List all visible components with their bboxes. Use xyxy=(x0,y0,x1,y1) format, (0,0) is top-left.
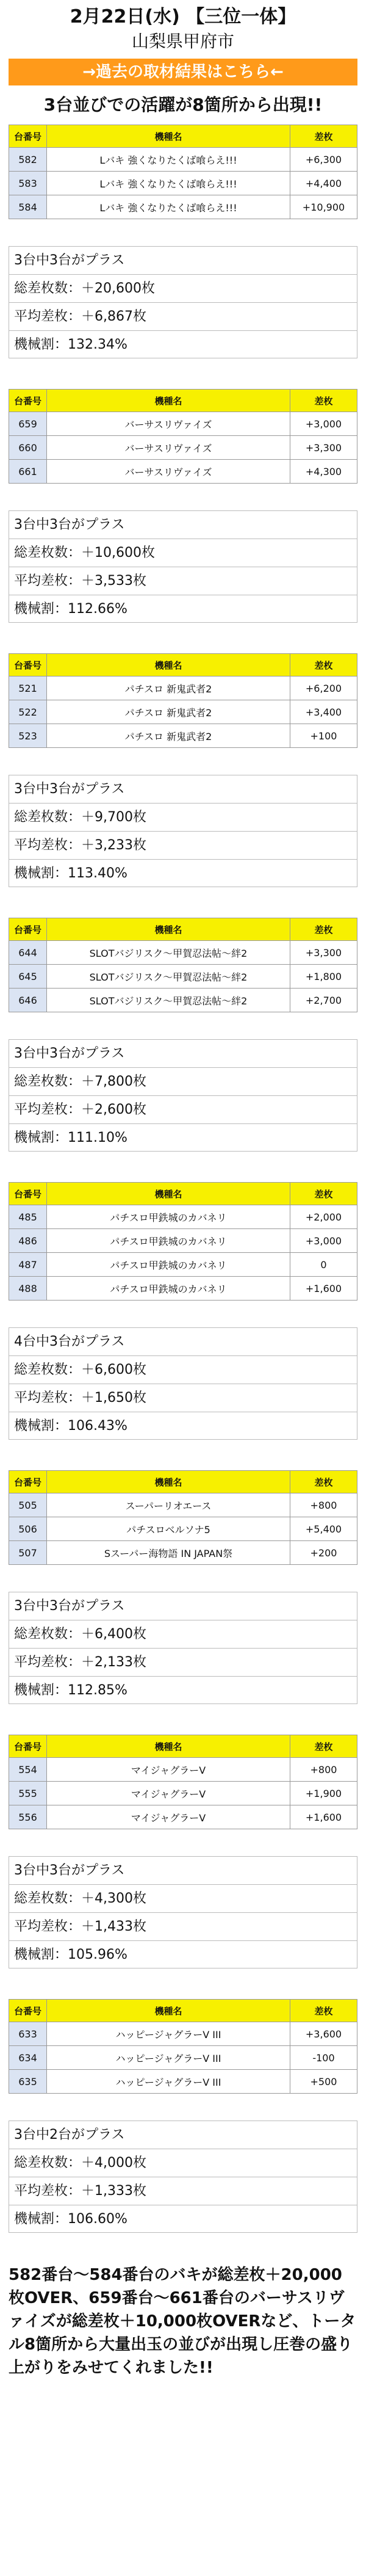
summary-box xyxy=(9,2121,357,2233)
machine-table xyxy=(9,1182,357,1301)
machine-number-cell: 659 xyxy=(9,412,47,436)
table-row xyxy=(9,172,357,195)
machine-name-cell: パチスロ甲鉄城のカバネリ xyxy=(47,1205,290,1229)
difference-cell: +200 xyxy=(290,1541,357,1565)
plus-count-row: 3台中3台がプラス xyxy=(9,510,357,539)
header-number: 台番号 xyxy=(9,918,47,941)
table-row xyxy=(9,2022,357,2046)
table-row xyxy=(9,941,357,965)
machine-number-cell: 634 xyxy=(9,2046,47,2070)
header-machine: 機種名 xyxy=(47,390,290,412)
difference-cell: +4,300 xyxy=(290,460,357,484)
table-row xyxy=(9,700,357,724)
machine-name-cell: パチスロ甲鉄城のカバネリ xyxy=(47,1229,290,1253)
difference-cell: +6,200 xyxy=(290,677,357,700)
plus-count-row: 3台中2台がプラス xyxy=(9,2121,357,2149)
table-header-row xyxy=(9,918,357,941)
difference-cell: +3,000 xyxy=(290,1229,357,1253)
difference-cell: -100 xyxy=(290,2046,357,2070)
header-number: 台番号 xyxy=(9,654,47,677)
difference-cell: +500 xyxy=(290,2070,357,2094)
table-header-row xyxy=(9,1735,357,1758)
difference-cell: +3,300 xyxy=(290,941,357,965)
machine-number-cell: 582 xyxy=(9,148,47,172)
machine-number-cell: 506 xyxy=(9,1517,47,1541)
table-row xyxy=(9,436,357,460)
machine-number-cell: 554 xyxy=(9,1758,47,1782)
header-number: 台番号 xyxy=(9,1183,47,1205)
machine-name-cell: SLOTバジリスク～甲賀忍法帖～絆2 xyxy=(47,989,290,1012)
machine-number-cell: 521 xyxy=(9,677,47,700)
result-group xyxy=(9,1999,357,2233)
payout-rate-row: 機械割：113.40% xyxy=(9,859,357,887)
machine-table xyxy=(9,125,357,219)
difference-cell: +1,600 xyxy=(290,1805,357,1829)
table-header-row xyxy=(9,390,357,412)
machine-name-cell: バーサスリヴァイズ xyxy=(47,460,290,484)
average-diff-row: 平均差枚：＋3,233枚 xyxy=(9,831,357,859)
header-machine: 機種名 xyxy=(47,918,290,941)
result-group xyxy=(9,918,357,1152)
groups-container xyxy=(9,125,357,2233)
table-row xyxy=(9,412,357,436)
table-header-row xyxy=(9,1471,357,1493)
difference-cell: +3,300 xyxy=(290,436,357,460)
machine-table xyxy=(9,1999,357,2094)
machine-name-cell: パチスロ 新鬼武者2 xyxy=(47,724,290,748)
header-number: 台番号 xyxy=(9,1735,47,1758)
machine-name-cell: マイジャグラーV xyxy=(47,1782,290,1805)
machine-name-cell: パチスロ甲鉄城のカバネリ xyxy=(47,1253,290,1277)
summary-box xyxy=(9,775,357,887)
machine-name-cell: SLOTバジリスク～甲賀忍法帖～絆2 xyxy=(47,965,290,989)
header-machine: 機種名 xyxy=(47,125,290,148)
machine-number-cell: 661 xyxy=(9,460,47,484)
machine-name-cell: パチスロ 新鬼武者2 xyxy=(47,677,290,700)
average-diff-row: 平均差枚：＋1,650枚 xyxy=(9,1384,357,1412)
machine-number-cell: 488 xyxy=(9,1277,47,1301)
machine-table xyxy=(9,1735,357,1829)
plus-count-row: 3台中3台がプラス xyxy=(9,1039,357,1067)
machine-number-cell: 584 xyxy=(9,195,47,219)
table-row xyxy=(9,724,357,748)
machine-name-cell: Lバキ 強くなりたくば喰らえ!!! xyxy=(47,148,290,172)
table-row xyxy=(9,677,357,700)
machine-number-cell: 505 xyxy=(9,1493,47,1517)
header-diff: 差枚 xyxy=(290,1735,357,1758)
table-row xyxy=(9,1805,357,1829)
header-diff: 差枚 xyxy=(290,1471,357,1493)
machine-table xyxy=(9,918,357,1012)
machine-name-cell: ハッピージャグラーV III xyxy=(47,2022,290,2046)
header-machine: 機種名 xyxy=(47,1735,290,1758)
machine-name-cell: ハッピージャグラーV III xyxy=(47,2070,290,2094)
difference-cell: +800 xyxy=(290,1493,357,1517)
machine-number-cell: 485 xyxy=(9,1205,47,1229)
plus-count-row: 3台中3台がプラス xyxy=(9,775,357,803)
machine-number-cell: 487 xyxy=(9,1253,47,1277)
total-diff-row: 総差枚数：＋9,700枚 xyxy=(9,803,357,831)
result-group xyxy=(9,125,357,358)
header-machine: 機種名 xyxy=(47,654,290,677)
past-results-link[interactable]: →過去の取材結果はこちら← xyxy=(9,59,357,85)
header-number: 台番号 xyxy=(9,1471,47,1493)
table-row xyxy=(9,460,357,484)
difference-cell: +1,900 xyxy=(290,1782,357,1805)
machine-number-cell: 507 xyxy=(9,1541,47,1565)
result-group xyxy=(9,1470,357,1704)
header-number: 台番号 xyxy=(9,2000,47,2022)
payout-rate-row: 機械割：112.66% xyxy=(9,595,357,623)
header-number: 台番号 xyxy=(9,390,47,412)
machine-name-cell: マイジャグラーV xyxy=(47,1758,290,1782)
payout-rate-row: 機械割：111.10% xyxy=(9,1123,357,1152)
machine-name-cell: Lバキ 強くなりたくば喰らえ!!! xyxy=(47,172,290,195)
plus-count-row: 3台中3台がプラス xyxy=(9,1856,357,1884)
summary-box xyxy=(9,1592,357,1704)
table-row xyxy=(9,1205,357,1229)
total-diff-row: 総差枚数：＋6,400枚 xyxy=(9,1620,357,1648)
average-diff-row: 平均差枚：＋6,867枚 xyxy=(9,302,357,330)
table-row xyxy=(9,1253,357,1277)
location: 山梨県甲府市 xyxy=(131,31,234,51)
difference-cell: +5,400 xyxy=(290,1517,357,1541)
machine-number-cell: 633 xyxy=(9,2022,47,2046)
machine-number-cell: 644 xyxy=(9,941,47,965)
difference-cell: +4,400 xyxy=(290,172,357,195)
header-machine: 機種名 xyxy=(47,1471,290,1493)
table-row xyxy=(9,195,357,219)
header-number: 台番号 xyxy=(9,125,47,148)
table-row xyxy=(9,1541,357,1565)
machine-name-cell: ハッピージャグラーV III xyxy=(47,2046,290,2070)
payout-rate-row: 機械割：112.85% xyxy=(9,1676,357,1704)
machine-name-cell: Lバキ 強くなりたくば喰らえ!!! xyxy=(47,195,290,219)
total-diff-row: 総差枚数：＋4,000枚 xyxy=(9,2149,357,2177)
header-diff: 差枚 xyxy=(290,1183,357,1205)
table-row xyxy=(9,1782,357,1805)
machine-name-cell: SLOTバジリスク～甲賀忍法帖～絆2 xyxy=(47,941,290,965)
total-diff-row: 総差枚数：＋20,600枚 xyxy=(9,274,357,302)
machine-number-cell: 486 xyxy=(9,1229,47,1253)
machine-table xyxy=(9,653,357,748)
table-row xyxy=(9,1277,357,1301)
total-diff-row: 総差枚数：＋7,800枚 xyxy=(9,1067,357,1095)
table-row xyxy=(9,148,357,172)
table-header-row xyxy=(9,125,357,148)
machine-number-cell: 646 xyxy=(9,989,47,1012)
payout-rate-row: 機械割：105.96% xyxy=(9,1940,357,1968)
table-row xyxy=(9,1758,357,1782)
result-group xyxy=(9,653,357,887)
payout-rate-row: 機械割：106.60% xyxy=(9,2205,357,2233)
summary-box xyxy=(9,1327,357,1440)
machine-name-cell: バーサスリヴァイズ xyxy=(47,436,290,460)
machine-number-cell: 635 xyxy=(9,2070,47,2094)
table-row xyxy=(9,2070,357,2094)
total-diff-row: 総差枚数：＋4,300枚 xyxy=(9,1884,357,1912)
difference-cell: +6,300 xyxy=(290,148,357,172)
header-machine: 機種名 xyxy=(47,2000,290,2022)
table-row xyxy=(9,1493,357,1517)
result-group xyxy=(9,389,357,623)
summary-box xyxy=(9,246,357,358)
header-diff: 差枚 xyxy=(290,2000,357,2022)
total-diff-row: 総差枚数：＋10,600枚 xyxy=(9,539,357,567)
machine-table xyxy=(9,389,357,484)
machine-name-cell: バーサスリヴァイズ xyxy=(47,412,290,436)
machine-name-cell: スーパーリオエース xyxy=(47,1493,290,1517)
average-diff-row: 平均差枚：＋1,433枚 xyxy=(9,1912,357,1940)
machine-number-cell: 523 xyxy=(9,724,47,748)
table-row xyxy=(9,989,357,1012)
plus-count-row: 4台中3台がプラス xyxy=(9,1327,357,1355)
machine-number-cell: 555 xyxy=(9,1782,47,1805)
header-diff: 差枚 xyxy=(290,125,357,148)
difference-cell: +3,000 xyxy=(290,412,357,436)
difference-cell: +800 xyxy=(290,1758,357,1782)
average-diff-row: 平均差枚：＋3,533枚 xyxy=(9,567,357,595)
result-group xyxy=(9,1735,357,1968)
machine-number-cell: 522 xyxy=(9,700,47,724)
table-row xyxy=(9,1517,357,1541)
payout-rate-row: 機械割：132.34% xyxy=(9,330,357,358)
date-title: 2月22日(水) 【三位一体】 xyxy=(70,6,296,27)
header-machine: 機種名 xyxy=(47,1183,290,1205)
machine-number-cell: 556 xyxy=(9,1805,47,1829)
summary-box xyxy=(9,1856,357,1968)
summary-box xyxy=(9,510,357,623)
table-header-row xyxy=(9,2000,357,2022)
difference-cell: +100 xyxy=(290,724,357,748)
machine-name-cell: マイジャグラーV xyxy=(47,1805,290,1829)
machine-name-cell: パチスロベルソナ5 xyxy=(47,1517,290,1541)
header-diff: 差枚 xyxy=(290,654,357,677)
difference-cell: +10,900 xyxy=(290,195,357,219)
plus-count-row: 3台中3台がプラス xyxy=(9,1592,357,1620)
conclusion-text: 582番台～584番台のバキが総差枚＋20,000枚OVER、659番台～661番台のバーサスリヴァイズが総差枚＋10,000枚OVERなど、トータル8箇所から大量出玉の並びが出現し圧巻の盛り上がりをみせてくれました!! xyxy=(9,2266,356,2377)
difference-cell: +3,600 xyxy=(290,2022,357,2046)
difference-cell: +2,000 xyxy=(290,1205,357,1229)
table-row xyxy=(9,2046,357,2070)
machine-number-cell: 645 xyxy=(9,965,47,989)
header-diff: 差枚 xyxy=(290,918,357,941)
table-row xyxy=(9,1229,357,1253)
difference-cell: 0 xyxy=(290,1253,357,1277)
plus-count-row: 3台中3台がプラス xyxy=(9,246,357,274)
header-diff: 差枚 xyxy=(290,390,357,412)
summary-box xyxy=(9,1039,357,1152)
average-diff-row: 平均差枚：＋2,600枚 xyxy=(9,1095,357,1123)
machine-name-cell: パチスロ 新鬼武者2 xyxy=(47,700,290,724)
result-group xyxy=(9,1182,357,1440)
table-header-row xyxy=(9,654,357,677)
machine-number-cell: 583 xyxy=(9,172,47,195)
difference-cell: +3,400 xyxy=(290,700,357,724)
machine-name-cell: Sスーパー海物語 IN JAPAN祭 xyxy=(47,1541,290,1565)
difference-cell: +1,800 xyxy=(290,965,357,989)
average-diff-row: 平均差枚：＋2,133枚 xyxy=(9,1648,357,1676)
payout-rate-row: 機械割：106.43% xyxy=(9,1412,357,1440)
difference-cell: +1,600 xyxy=(290,1277,357,1301)
machine-number-cell: 660 xyxy=(9,436,47,460)
headline: 3台並びでの活躍が8箇所から出現!! xyxy=(43,95,323,115)
difference-cell: +2,700 xyxy=(290,989,357,1012)
machine-table xyxy=(9,1470,357,1565)
table-row xyxy=(9,965,357,989)
average-diff-row: 平均差枚：＋1,333枚 xyxy=(9,2177,357,2205)
total-diff-row: 総差枚数：＋6,600枚 xyxy=(9,1355,357,1384)
table-header-row xyxy=(9,1183,357,1205)
machine-name-cell: パチスロ甲鉄城のカバネリ xyxy=(47,1277,290,1301)
